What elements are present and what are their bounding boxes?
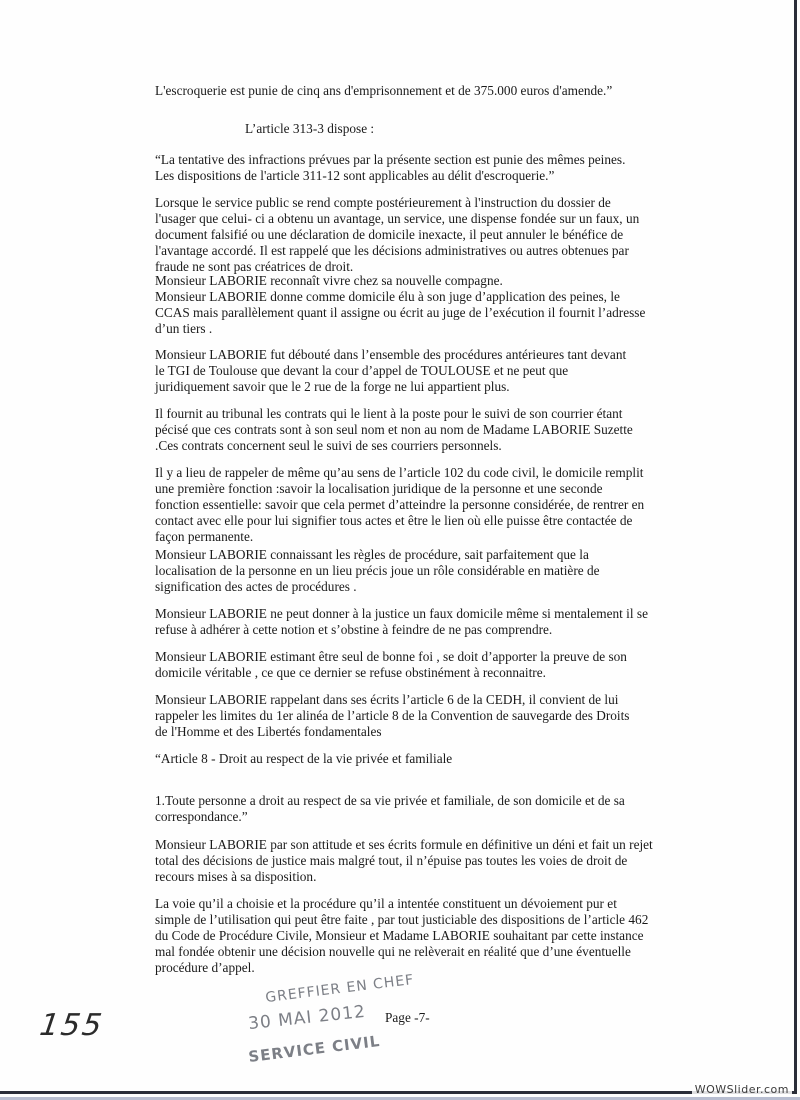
text-line: une première fonction :savoir la localisation juridique de la personne et une seconde xyxy=(155,481,603,496)
article-313-3-heading xyxy=(245,121,545,137)
text-line: simple de l’utilisation qui peut être faite , par tout justiciable des dispositions de l’article 462 xyxy=(155,912,649,927)
stamp-service-civil: SERVICE CIVIL xyxy=(247,1031,382,1067)
text-line: Les dispositions de l'article 311-12 sont applicables au délit d'escroquerie.” xyxy=(155,168,555,183)
text-line: localisation de la personne en un lieu précis joue un rôle considérable en matière de xyxy=(155,563,600,578)
paragraph-contrats-poste xyxy=(155,406,675,454)
text-line: Monsieur LABORIE par son attitude et ses écrits formule en définitive un déni et fait un rejet xyxy=(155,837,653,852)
paragraph-bonne-foi xyxy=(155,649,675,681)
article-8-title xyxy=(155,751,675,767)
paragraph-domicile-elu xyxy=(155,273,675,337)
text-line: refuse à adhérer à cette notion et s’obstine à feindre de ne pas comprendre. xyxy=(155,622,553,637)
text-line: mal fondée obtenir une décision nouvelle qui ne relèverait en réalité que d’une éventuelle xyxy=(155,944,631,959)
text-line: juridiquement savoir que le 2 rue de la forge ne lui appartient plus. xyxy=(155,379,510,394)
handwritten-folio-number: 155 xyxy=(37,1008,106,1043)
paragraph-escroquerie-penalty xyxy=(155,83,675,99)
text-line: contact avec elle pour lui signifier tous actes et être le lien où elle puisse être contactée de xyxy=(155,513,633,528)
paragraph-deni xyxy=(155,837,675,885)
text-line: L’article 313-3 dispose : xyxy=(245,121,375,136)
text-line: Monsieur LABORIE connaissant les règles de procédure, sait parfaitement que la xyxy=(155,547,589,562)
text-line: pécisé que ces contrats sont à son seul nom et non au nom de Madame LABORIE Suzette xyxy=(155,422,633,437)
text-line: 1.Toute personne a droit au respect de sa vie privée et familiale, de son domicile et de sa xyxy=(155,793,625,808)
text-line: Lorsque le service public se rend compte postérieurement à l'instruction du dossier de xyxy=(155,195,611,210)
text-line: du Code de Procédure Civile, Monsieur et Madame LABORIE souhaitant par cette instance xyxy=(155,928,644,943)
text-line: Monsieur LABORIE rappelant dans ses écrits l’article 6 de la CEDH, il convient de lui xyxy=(155,692,619,707)
text-line: L'escroquerie est punie de cinq ans d'emprisonnement et de 375.000 euros d'amende.” xyxy=(155,83,613,98)
paragraph-article-8-alinea-1 xyxy=(155,793,675,825)
text-line: Il fournit au tribunal les contrats qui le lient à la poste pour le suivi de son courrier étant xyxy=(155,406,623,421)
text-line: fraude ne sont pas créatrices de droit. xyxy=(155,259,354,274)
stamp-greffier-en-chef: GREFFIER EN CHEF xyxy=(264,971,416,1007)
paragraph-devoiement xyxy=(155,896,675,976)
text-line: Il y a lieu de rappeler de même qu’au sens de l’article 102 du code civil, le domicile remplit xyxy=(155,465,644,480)
text-line: fonction essentielle: savoir que cela permet d’atteindre la personne considérée, de rentrer en xyxy=(155,497,645,512)
page-number: Page -7- xyxy=(385,1010,430,1025)
text-line: l'avantage accordé. Il est rappelé que les décisions administratives ou autres obtenues par xyxy=(155,243,629,258)
paragraph-article-102 xyxy=(155,465,675,545)
text-line: de l'Homme et des Libertés fondamentales xyxy=(155,724,382,739)
text-line: signification des actes de procédures . xyxy=(155,579,357,594)
paragraph-cedh xyxy=(155,692,675,740)
paragraph-tentative xyxy=(155,152,675,184)
text-line: CCAS mais parallèlement quant il assigne ou écrit au juge de l’exécution il fournit l’adresse xyxy=(155,305,646,320)
text-line: l'usager que celui- ci a obtenu un avantage, un service, une dispense fondée sur un faux, un xyxy=(155,211,640,226)
text-line: Monsieur LABORIE reconnaît vivre chez sa nouvelle compagne. xyxy=(155,273,503,288)
text-line: Monsieur LABORIE estimant être seul de bonne foi , se doit d’apporter la preuve de son xyxy=(155,649,627,664)
text-line: document falsifié ou une déclaration de domicile inexacte, il peut annuler le bénéfice de xyxy=(155,227,624,242)
text-line: correspondance.” xyxy=(155,809,248,824)
text-line: “La tentative des infractions prévues par la présente section est punie des mêmes peines. xyxy=(155,152,626,167)
text-line: .Ces contrats concernent seul le suivi de ses courriers personnels. xyxy=(155,438,502,453)
text-line-1er-alinea: rappeler les limites du 1er alinéa de l’article 8 de la Convention de sauvegarde des Droits xyxy=(155,708,630,723)
text-line: d’un tiers . xyxy=(155,321,213,336)
text-line: La voie qu’il a choisie et la procédure qu’il a intentée constituent un dévoiement pur et xyxy=(155,896,617,911)
paragraph-service-public xyxy=(155,195,675,275)
watermark-text: WOWSlider.com xyxy=(692,1083,792,1096)
text-line: recours mises à sa disposition. xyxy=(155,869,317,884)
text-line: Monsieur LABORIE fut débouté dans l’ensemble des procédures antérieures tant devant xyxy=(155,347,627,362)
text-line: “Article 8 - Droit au respect de la vie privée et familiale xyxy=(155,751,453,766)
text-line: procédure d’appel. xyxy=(155,960,255,975)
text-line: Monsieur LABORIE ne peut donner à la justice un faux domicile même si mentalement il se xyxy=(155,606,648,621)
paragraph-regles-procedure xyxy=(155,547,675,595)
text-line: domicile véritable , ce que ce dernier se refuse obstinément à reconnaitre. xyxy=(155,665,546,680)
stamp-date: 30 MAI 2012 xyxy=(247,1001,367,1035)
text-line: façon permanente. xyxy=(155,529,254,544)
text-line: le TGI de Toulouse que devant la cour d’appel de TOULOUSE et ne peut que xyxy=(155,363,569,378)
text-line: Monsieur LABORIE donne comme domicile élu à son juge d’application des peines, le xyxy=(155,289,620,304)
text-line: total des décisions de justice mais malgré tout, il n’épuise pas toutes les voies de droit de xyxy=(155,853,628,868)
paragraph-faux-domicile xyxy=(155,606,675,638)
paragraph-deboute xyxy=(155,347,675,395)
